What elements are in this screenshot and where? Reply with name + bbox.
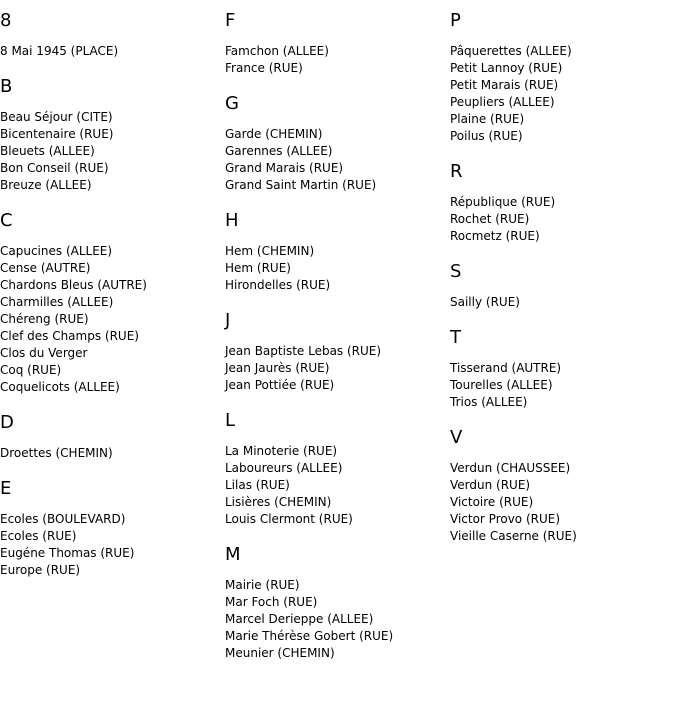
street-link[interactable]: Clos du Verger [0,346,88,360]
street-link[interactable]: Meunier (CHEMIN) [225,646,335,660]
street-link[interactable]: Chéreng (RUE) [0,312,89,326]
letter-heading: H [225,210,239,231]
street-link[interactable]: Coquelicots (ALLEE) [0,380,120,394]
street-link[interactable]: Tourelles (ALLEE) [450,378,553,392]
letter-group [0,209,225,396]
street-link[interactable]: Clef des Champs (RUE) [0,329,139,343]
letter-group [225,92,450,194]
street-link[interactable]: Hirondelles (RUE) [225,278,331,292]
letter-group [225,209,450,294]
street-link[interactable]: Droettes (CHEMIN) [0,446,113,460]
street-link[interactable]: Ecoles (RUE) [0,529,77,543]
street-link[interactable]: 8 Mai 1945 (PLACE) [0,44,119,58]
street-link[interactable]: République (RUE) [450,195,556,209]
street-link[interactable]: Victoire (RUE) [450,495,534,509]
letter-heading: T [450,327,461,348]
street-link[interactable]: Pâquerettes (ALLEE) [450,44,572,58]
letter-heading: V [450,427,463,448]
street-link[interactable]: Beau Séjour (CITE) [0,110,113,124]
street-link[interactable]: Laboureurs (ALLEE) [225,461,343,475]
street-link[interactable]: Trios (ALLEE) [450,395,528,409]
street-link[interactable]: Sailly (RUE) [450,295,520,309]
letter-heading: L [225,410,236,431]
street-link[interactable]: Garennes (ALLEE) [225,144,333,158]
letter-heading: C [0,210,13,231]
street-link[interactable]: Eugéne Thomas (RUE) [0,546,135,560]
street-link[interactable]: Grand Saint Martin (RUE) [225,178,377,192]
letter-heading: G [225,93,239,114]
letter-heading: D [0,412,14,433]
letter-heading: E [0,478,12,499]
letter-group [225,309,450,394]
letter-heading: M [225,544,241,565]
street-link[interactable]: Breuze (ALLEE) [0,178,92,192]
street-link[interactable]: La Minoterie (RUE) [225,444,338,458]
letter-group [225,409,450,528]
street-link[interactable]: Famchon (ALLEE) [225,44,329,58]
letter-group [225,9,450,77]
street-link[interactable]: Rocmetz (RUE) [450,229,540,243]
index-column [450,9,675,560]
street-link[interactable]: Verdun (RUE) [450,478,531,492]
street-link[interactable]: Plaine (RUE) [450,112,525,126]
letter-group [0,411,225,462]
letter-heading: S [450,261,462,282]
street-link[interactable]: Mar Foch (RUE) [225,595,318,609]
street-link[interactable]: Rochet (RUE) [450,212,530,226]
letter-heading: F [225,10,236,31]
street-link[interactable]: Marie Thérèse Gobert (RUE) [225,629,394,643]
letter-group [0,75,225,194]
street-link[interactable]: Bleuets (ALLEE) [0,144,95,158]
street-link[interactable]: Charmilles (ALLEE) [0,295,114,309]
letter-heading: R [450,161,463,182]
index-column [0,9,225,594]
street-link[interactable]: Petit Lannoy (RUE) [450,61,563,75]
letter-heading: 8 [0,10,12,31]
letter-group [225,543,450,662]
street-link[interactable]: Bon Conseil (RUE) [0,161,109,175]
street-link[interactable]: Coq (RUE) [0,363,62,377]
street-link[interactable]: Jean Baptiste Lebas (RUE) [225,344,382,358]
letter-group [450,9,675,145]
letter-group [450,160,675,245]
letter-heading: B [0,76,13,97]
street-link[interactable]: France (RUE) [225,61,303,75]
street-link[interactable]: Grand Marais (RUE) [225,161,344,175]
letter-group [450,326,675,411]
street-link[interactable]: Tisserand (AUTRE) [450,361,562,375]
street-link[interactable]: Vieille Caserne (RUE) [450,529,577,543]
street-link[interactable]: Victor Provo (RUE) [450,512,561,526]
street-link[interactable]: Europe (RUE) [0,563,81,577]
street-link[interactable]: Jean Jaurès (RUE) [225,361,330,375]
street-link[interactable]: Lilas (RUE) [225,478,290,492]
street-link[interactable]: Chardons Bleus (AUTRE) [0,278,147,292]
street-link[interactable]: Lisières (CHEMIN) [225,495,332,509]
street-link[interactable]: Mairie (RUE) [225,578,300,592]
street-link[interactable]: Bicentenaire (RUE) [0,127,114,141]
street-link[interactable]: Cense (AUTRE) [0,261,91,275]
letter-group [0,477,225,579]
letter-heading: J [225,310,231,331]
street-link[interactable]: Capucines (ALLEE) [0,244,113,258]
street-link[interactable]: Ecoles (BOULEVARD) [0,512,126,526]
street-link[interactable]: Petit Marais (RUE) [450,78,559,92]
street-link[interactable]: Louis Clermont (RUE) [225,512,353,526]
street-link[interactable]: Hem (RUE) [225,261,291,275]
street-link[interactable]: Poilus (RUE) [450,129,523,143]
street-link[interactable]: Hem (CHEMIN) [225,244,315,258]
index-column [225,9,450,677]
letter-group [0,9,225,60]
letter-heading: P [450,10,461,31]
letter-group [450,260,675,311]
letter-group [450,426,675,545]
street-link[interactable]: Jean Pottiée (RUE) [225,378,335,392]
street-link[interactable]: Verdun (CHAUSSEE) [450,461,571,475]
street-link[interactable]: Peupliers (ALLEE) [450,95,555,109]
street-link[interactable]: Garde (CHEMIN) [225,127,323,141]
street-link[interactable]: Marcel Derieppe (ALLEE) [225,612,374,626]
